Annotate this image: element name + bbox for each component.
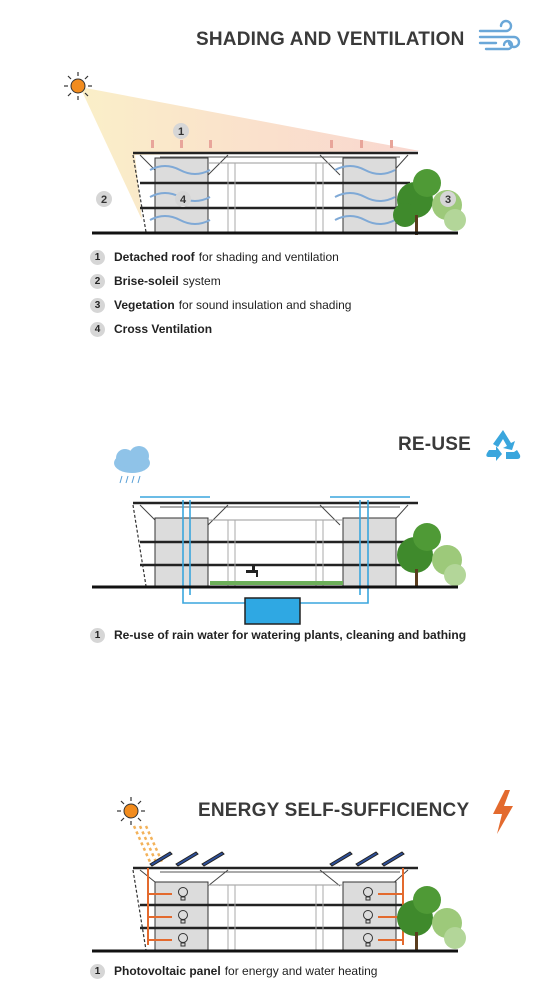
sun-icon [117,797,145,825]
tree-icon [397,886,466,950]
energy-diagram [0,790,542,955]
svg-text:2: 2 [100,194,108,206]
legend-item: 4 Cross Ventilation [90,317,351,341]
legend-item: 3 Vegetation for sound insulation and shading [90,293,351,317]
legend-reuse [90,623,470,647]
reuse-diagram [0,445,542,615]
section-title-shading: SHADING AND VENTILATION [196,29,465,50]
sun-icon [64,72,92,100]
svg-text:3: 3 [444,194,452,206]
legend-item: 1 Re-use of rain water for watering plants, cleaning and bathing [90,623,470,647]
tree-icon [397,523,466,587]
svg-text:4: 4 [179,194,187,206]
faucet-icon [246,565,258,577]
legend-energy [90,959,377,983]
wind-icon [478,22,522,52]
legend-shading [90,245,351,341]
legend-item: 2 Brise-soleil system [90,269,351,293]
shading-ventilation-diagram [0,65,542,240]
water-tank [245,598,300,624]
svg-text:1: 1 [177,126,185,138]
legend-item: 1 Photovoltaic panel for energy and water heating [90,959,377,983]
cloud-icon [114,446,150,483]
legend-item: 1 Detached roof for shading and ventilation [90,245,351,269]
section-title-energy: ENERGY SELF-SUFFICIENCY [198,800,470,821]
section-title-reuse: RE-USE [398,434,471,455]
